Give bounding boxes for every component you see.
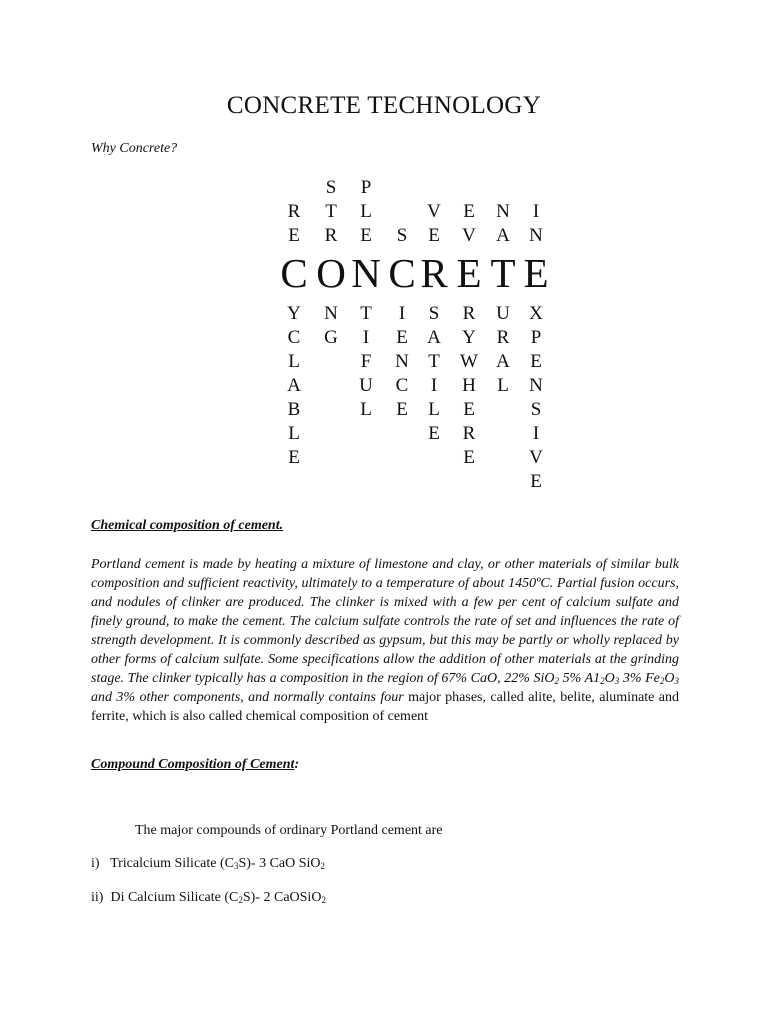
- column-letters-above: [352, 176, 380, 248]
- center-letter: R: [420, 250, 448, 296]
- puzzle-letter: E: [288, 447, 300, 468]
- heading-colon: :: [294, 757, 300, 772]
- column-letters-above: [489, 200, 517, 248]
- puzzle-letter: P: [360, 177, 372, 198]
- subscript: 3: [674, 676, 680, 686]
- puzzle-letter: F: [360, 351, 372, 372]
- column-letters-below: [388, 302, 416, 422]
- puzzle-letter: S: [530, 399, 542, 420]
- list-number: ii): [91, 890, 104, 905]
- puzzle-letter: H: [462, 375, 476, 396]
- puzzle-letter: R: [287, 201, 301, 222]
- puzzle-letter: C: [287, 327, 301, 348]
- center-letter: T: [490, 250, 516, 296]
- list-text: S)- 3 CaO SiO: [238, 856, 321, 871]
- puzzle-letter: N: [395, 351, 409, 372]
- column-letters-below: [420, 302, 448, 446]
- center-letter: E: [523, 250, 549, 296]
- paragraph-text: and 3% other components, and normally contains four: [91, 690, 409, 705]
- puzzle-letter: U: [496, 303, 510, 324]
- puzzle-letter: E: [463, 399, 475, 420]
- paragraph-text: 5% A1: [558, 671, 601, 686]
- puzzle-letter: R: [324, 225, 338, 246]
- column-letters-above: [522, 200, 550, 248]
- puzzle-letter: A: [496, 351, 510, 372]
- column-letters-below: [455, 302, 483, 470]
- paragraph-text: O: [604, 671, 615, 686]
- heading-text: Compound Composition of Cement: [91, 757, 295, 772]
- column-letters-above: [317, 176, 345, 248]
- subscript: 2: [554, 676, 559, 686]
- paragraph-text: Portland cement is made by heating a mixture of limestone and clay, or other materials of similar bulk composition and sufficient reactivity, ultimately to a temperature of about 1450ºC. Partial fusion occurs, and nodules of clinker are produced. The clinker is mixed with a few per cent of calcium sulfate and finely ground, to make the cement. The calcium sulfate controls the rate of set and influences the rate of strength development. It is commonly described as gypsum, but this may be partly or wholly replaced by other forms of calcium sulfate. Some specifications allow the addition of other materials at the grinding stage. The clinker typically has a composition in the region of 67% CaO, 22% SiO: [91, 557, 679, 686]
- puzzle-letter: L: [497, 375, 509, 396]
- puzzle-letter: E: [428, 225, 440, 246]
- puzzle-letter: N: [529, 225, 543, 246]
- column-letters-above: [420, 200, 448, 248]
- subscript: 3: [233, 861, 239, 871]
- puzzle-letter: Y: [287, 303, 301, 324]
- chemical-composition-paragraph: [91, 555, 679, 726]
- column-letters-below: [489, 302, 517, 398]
- subscript: 2: [600, 676, 605, 686]
- puzzle-letter: L: [360, 201, 372, 222]
- puzzle-letter: T: [325, 201, 337, 222]
- puzzle-letter: V: [427, 201, 441, 222]
- document-title: CONCRETE TECHNOLOGY: [226, 92, 542, 119]
- puzzle-letter: E: [463, 201, 475, 222]
- puzzle-letter: T: [360, 303, 372, 324]
- puzzle-letter: E: [530, 351, 542, 372]
- puzzle-letter: E: [396, 399, 408, 420]
- paragraph-text: major phases, called alite, belite, aluminate and ferrite, which is also called chemical composition of cement: [91, 690, 680, 724]
- puzzle-letter: P: [530, 327, 542, 348]
- puzzle-letter: T: [428, 351, 440, 372]
- puzzle-letter: L: [360, 399, 372, 420]
- list-text: Di Calcium Silicate (C: [110, 890, 239, 905]
- puzzle-letter: U: [359, 375, 373, 396]
- subscript: 2: [238, 895, 243, 905]
- puzzle-letter: G: [324, 327, 338, 348]
- puzzle-letter: E: [530, 471, 542, 492]
- puzzle-letter: E: [428, 423, 440, 444]
- puzzle-letter: I: [532, 201, 540, 222]
- document-subtitle: Why Concrete?: [91, 141, 178, 156]
- puzzle-letter: B: [287, 399, 301, 420]
- puzzle-letter: L: [428, 399, 440, 420]
- list-text: S)- 2 CaOSiO: [242, 890, 322, 905]
- puzzle-letter: I: [532, 423, 540, 444]
- puzzle-letter: L: [288, 423, 300, 444]
- puzzle-letter: I: [398, 303, 406, 324]
- subscript: 2: [659, 676, 665, 686]
- center-letter: N: [351, 250, 381, 296]
- puzzle-letter: E: [463, 447, 475, 468]
- compound-list-item: [91, 856, 325, 872]
- subscript: 2: [320, 861, 326, 871]
- puzzle-letter: N: [324, 303, 338, 324]
- puzzle-letter: I: [362, 327, 370, 348]
- puzzle-letter: S: [396, 225, 408, 246]
- list-text: Tricalcium Silicate (C: [110, 856, 234, 871]
- subscript: 3: [614, 676, 620, 686]
- center-letter: E: [456, 250, 482, 296]
- puzzle-letter: N: [529, 375, 543, 396]
- puzzle-letter: E: [396, 327, 408, 348]
- puzzle-letter: S: [325, 177, 337, 198]
- puzzle-letter: L: [288, 351, 300, 372]
- compound-list-item: [91, 890, 326, 906]
- puzzle-letter: X: [529, 303, 543, 324]
- section-heading-chemical-composition: Chemical composition of cement.: [91, 518, 284, 533]
- puzzle-letter: N: [496, 201, 510, 222]
- subscript: 2: [321, 895, 326, 905]
- paragraph-text: O: [664, 671, 675, 686]
- puzzle-letter: S: [428, 303, 440, 324]
- puzzle-letter: W: [460, 351, 478, 372]
- puzzle-letter: A: [427, 327, 441, 348]
- puzzle-letter: R: [462, 423, 476, 444]
- section-heading-compound-composition: [91, 757, 299, 773]
- puzzle-letter: C: [395, 375, 409, 396]
- list-number: i): [91, 856, 100, 871]
- column-letters-above: [388, 224, 416, 248]
- puzzle-letter: R: [496, 327, 510, 348]
- puzzle-letter: I: [430, 375, 438, 396]
- center-letter: O: [316, 250, 346, 296]
- puzzle-letter: E: [288, 225, 300, 246]
- puzzle-letter: V: [529, 447, 543, 468]
- center-letter: C: [280, 250, 308, 296]
- column-letters-below: [317, 302, 345, 350]
- puzzle-letter: V: [462, 225, 476, 246]
- puzzle-letter: E: [360, 225, 372, 246]
- paragraph-text: 3% Fe: [619, 671, 660, 686]
- column-letters-below: [352, 302, 380, 422]
- column-letters-above: [280, 200, 308, 248]
- compounds-intro: The major compounds of ordinary Portland cement are: [135, 823, 443, 838]
- column-letters-below: [280, 302, 308, 470]
- column-letters-above: [455, 200, 483, 248]
- puzzle-letter: A: [287, 375, 301, 396]
- center-letter: C: [388, 250, 416, 296]
- puzzle-letter: Y: [462, 327, 476, 348]
- column-letters-below: [522, 302, 550, 494]
- puzzle-letter: A: [496, 225, 510, 246]
- concrete-word-puzzle: [0, 0, 768, 500]
- puzzle-letter: R: [462, 303, 476, 324]
